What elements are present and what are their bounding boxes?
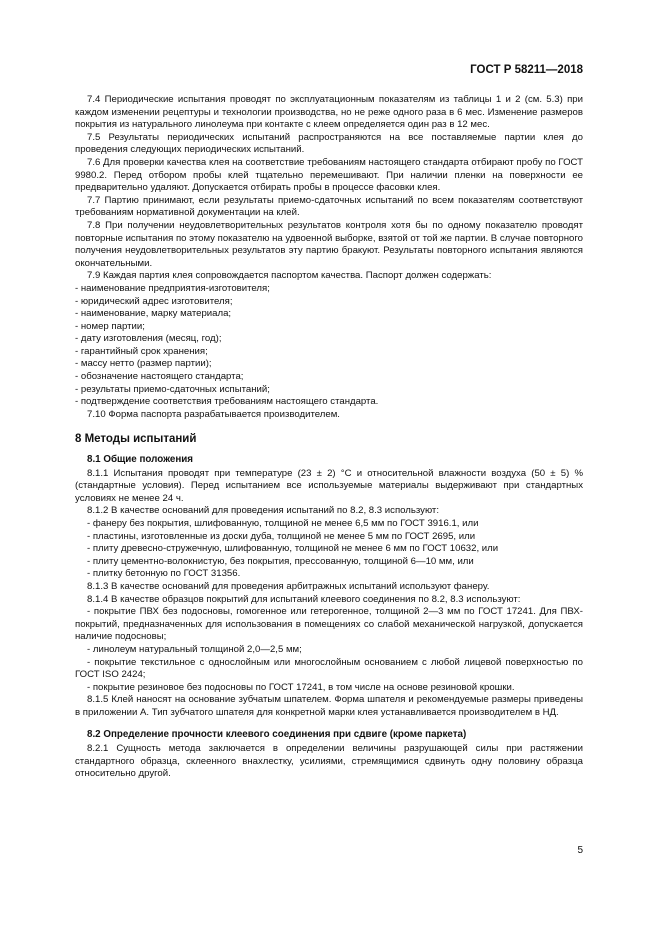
page-number: 5 [577,845,583,856]
list-item: - обозначение настоящего стандарта; [75,371,244,383]
list-item: - номер партии; [75,320,145,332]
list-item: - массу нетто (размер партии); [75,358,212,370]
list-item: - юридический адрес изготовителя; [75,295,233,307]
list-item: - гарантийный срок хранения; [75,345,208,357]
list-item: - наименование предприятия-изготовителя; [75,282,270,294]
paragraph-7-9: 7.9 Каждая партия клея сопровождается паспортом качества. Паспорт должен содержать: [87,270,492,282]
paragraph-8-2-1: 8.2.1 Сущность метода заключается в определении величины разрушающей силы при растяжении стандартного образца, склеенного внахлестку, усилиями, стремящимися сдвинуть одну половину образца относительно другой. [75,743,583,780]
list-item: - плиту цементно-волокнистую, без покрытия, прессованную, толщиной 6—10 мм, или [87,555,474,567]
section-8-1-heading: 8.1 Общие положения [87,454,194,466]
list-item: - покрытие текстильное с однослойным или многослойным основанием с любой лицевой поверхностью по ГОСТ ISO 2424; [75,656,583,681]
list-item: - дату изготовления (месяц, год); [75,333,222,345]
paragraph-7-5: 7.5 Результаты периодических испытаний распространяются на все поставляемые партии клея до проведения следующих периодических испытаний. [75,131,583,156]
list-item: - покрытие резиновое без подосновы по ГОСТ 17241, в том числе на основе резиновой крошки. [87,681,515,693]
paragraph-8-1-5: 8.1.5 Клей наносят на основание зубчатым шпателем. Форма шпателя и рекомендуемые размеры приведены в приложении А. Тип зубчатого шпателя для конкретной марки клея устанавливается производителем в НД. [75,694,583,718]
list-item: - наименование, марку материала; [75,308,232,320]
paragraph-8-1-3: 8.1.3 В качестве оснований для проведения арбитражных испытаний используют фанеру. [87,580,490,592]
section-8-2-heading: 8.2 Определение прочности клеевого соединения при сдвиге (кроме паркета) [87,728,467,740]
list-item: - плитку бетонную по ГОСТ 31356. [87,568,241,580]
list-item: - покрытие ПВХ без подосновы, гомогенное или гетерогенное, толщиной 2—3 мм по ГОСТ 17241. Для ПВХ-покрытий, предназначенных для использования в помещениях со слабой механической нагрузкой, допускается наличие подосновы; [75,606,583,643]
list-item: - подтверждение соответствия требованиям настоящего стандарта. [75,396,379,408]
list-item: - плиту древесно-стружечную, шлифованную, толщиной не менее 6 мм по ГОСТ 10632, или [87,543,499,555]
section-8-heading: 8 Методы испытаний [75,433,197,446]
document-body [75,94,583,781]
paragraph-8-1-4: 8.1.4 В качестве образцов покрытий для испытаний клеевого соединения по 8.2, 8.3 используют: [87,593,521,605]
paragraph-7-4: 7.4 Периодические испытания проводят по эксплуатационным показателям из таблицы 1 и 2 (см. 5.3) при каждом изменении рецептуры и технологии производства, но не реже одного раза в 6 мес. Изменение размеров покрытия из натурального линолеума при контакте с клеем определяется один раз в 12 мес. [75,94,583,131]
list-item: - результаты приемо-сдаточных испытаний; [75,383,270,395]
document-id: ГОСТ Р 58211—2018 [470,64,583,76]
list-item: - пластины, изготовленные из доски дуба, толщиной не менее 5 мм по ГОСТ 2695, или [87,530,476,542]
paragraph-8-1-2: 8.1.2 В качестве оснований для проведения испытаний по 8.2, 8.3 используют: [87,505,439,517]
list-item: - линолеум натуральный толщиной 2,0—2,5 мм; [87,643,302,655]
paragraph-7-10: 7.10 Форма паспорта разрабатывается производителем. [87,408,340,420]
paragraph-7-7: 7.7 Партию принимают, если результаты приемо-сдаточных испытаний по всем показателям соответствуют требованиям нормативной документации на клей. [75,194,583,219]
paragraph-7-6: 7.6 Для проверки качества клея на соответствие требованиям настоящего стандарта отбирают пробу по ГОСТ 9980.2. Перед отбором пробы клей тщательно перемешивают. При наличии пленки на поверхности ее предварительно удаляют. Допускается отбирать пробы в процессе фасовки клея. [75,156,583,194]
paragraph-7-8: 7.8 При получении неудовлетворительных результатов контроля хотя бы по одному показателю проводят повторные испытания по этому показателю на удвоенной выборке, взятой от той же партии. В случае повторного получения неудовлетворительных результатов эту партию бракуют. Результаты повторного испытания являются окончательными. [75,219,583,269]
list-item: - фанеру без покрытия, шлифованную, толщиной не менее 6,5 мм по ГОСТ 3916.1, или [87,518,479,529]
paragraph-8-1-1: 8.1.1 Испытания проводят при температуре (23 ± 2) °C и относительной влажности воздуха (50 ± 5) % (стандартные условия). Перед испытанием все используемые материалы выдерживают при стандартных условиях не менее 24 ч. [75,467,583,504]
